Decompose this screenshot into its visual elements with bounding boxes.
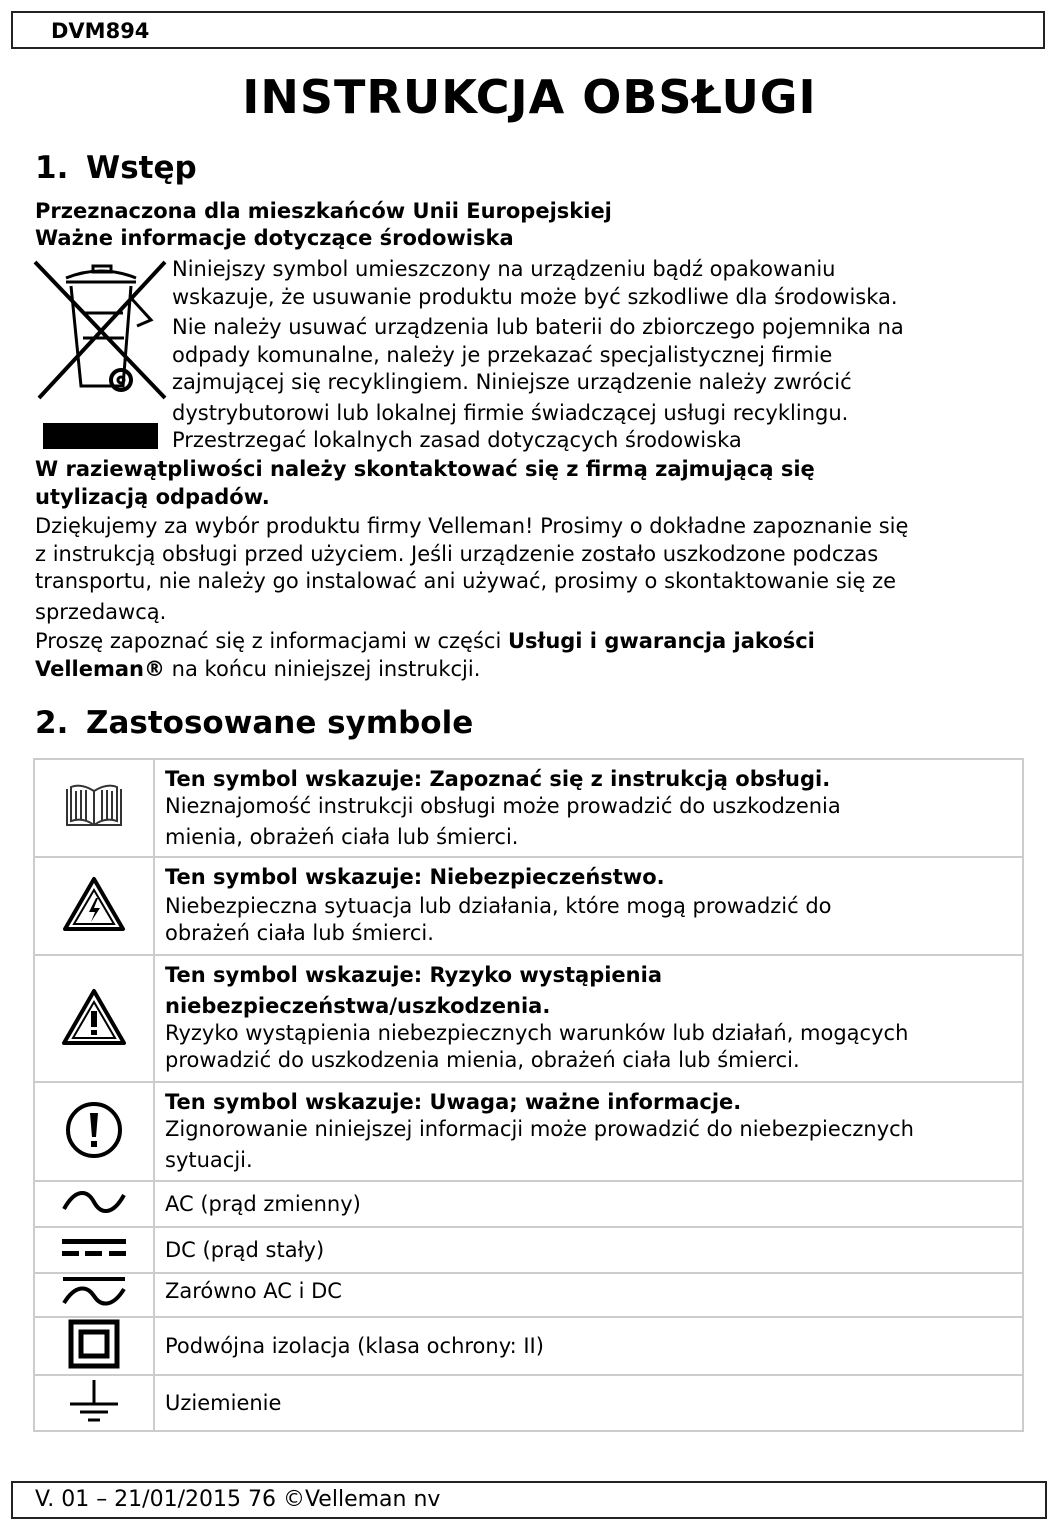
symbol-title: Ten symbol wskazuje: Zapoznać się z instrukcją obsługi.	[165, 767, 831, 791]
symbol-row	[34, 1273, 1023, 1317]
symbol-text-cell	[154, 1227, 1023, 1273]
symbol-row	[34, 1082, 1023, 1181]
note-line-2	[35, 655, 480, 683]
env-line-5: zajmującej się recyklingiem. Niniejsze urządzenie należy zwrócić	[172, 370, 852, 394]
symbol-desc-1: DC (prąd stały)	[165, 1237, 325, 1262]
footer-box	[11, 1481, 1047, 1519]
dc-icon	[60, 1235, 128, 1261]
eu-line-1: Przeznaczona dla mieszkańców Unii Europejskiej	[35, 199, 612, 223]
symbol-text-cell	[154, 759, 1023, 857]
symbol-desc-1: Uziemienie	[165, 1390, 282, 1415]
symbol-text-cell	[154, 1181, 1023, 1227]
ac-dc-icon	[61, 1275, 127, 1311]
symbol-title: Ten symbol wskazuje: Ryzyko wystąpienia	[165, 963, 662, 987]
symbol-icon-cell	[34, 955, 154, 1082]
weee-crossed-bin-icon	[33, 258, 168, 453]
symbol-icon-cell	[34, 1181, 154, 1227]
section1-number: 1.	[35, 150, 69, 186]
symbols-table	[33, 758, 1024, 1432]
symbol-icon-cell	[34, 1227, 154, 1273]
symbol-row	[34, 1317, 1023, 1375]
symbol-desc-2: mienia, obrażeń ciała lub śmierci.	[165, 825, 519, 849]
section2-heading	[35, 705, 473, 741]
symbol-title: Ten symbol wskazuje: Uwaga; ważne informacje.	[165, 1090, 742, 1114]
page-title: INSTRUKCJA OBSŁUGI	[242, 70, 817, 124]
symbol-text-cell	[154, 1317, 1023, 1375]
symbol-icon-cell	[34, 759, 154, 857]
env-line-2: wskazuje, że usuwanie produktu może być szkodliwe dla środowiska.	[172, 285, 898, 309]
section2-title: Zastosowane symbole	[86, 705, 474, 741]
ac-icon	[61, 1187, 127, 1217]
model-label: DVM894	[51, 19, 150, 43]
symbol-text-cell	[154, 1082, 1023, 1181]
symbol-desc-1: Podwójna izolacja (klasa ochrony: II)	[165, 1333, 544, 1358]
section2-number: 2.	[35, 705, 69, 741]
symbol-icon-cell	[34, 1317, 154, 1375]
note-link-bold: Usługi i gwarancja jakości	[507, 629, 815, 653]
env-line-3: Nie należy usuwać urządzenia lub baterii do zbiorczego pojemnika na	[172, 315, 904, 339]
thanks-line-2: z instrukcją obsługi przed użyciem. Jeśli urządzenie zostało uszkodzone podczas	[35, 542, 879, 566]
symbol-desc-2: prowadzić do uszkodzenia mienia, obrażeń ciała lub śmierci.	[165, 1048, 800, 1072]
symbol-desc-2: obrażeń ciała lub śmierci.	[165, 921, 434, 945]
symbol-icon-cell	[34, 1375, 154, 1431]
symbol-desc-1: Zignorowanie niniejszej informacji może prowadzić do niebezpiecznych	[165, 1117, 914, 1141]
thanks-line-3: transportu, nie należy go instalować ani używać, prosimy o skontaktowanie się ze	[35, 569, 897, 593]
symbol-title: Ten symbol wskazuje: Niebezpieczeństwo.	[165, 865, 665, 889]
note-line-1	[35, 627, 815, 655]
symbol-text-cell	[154, 857, 1023, 955]
symbol-text-cell	[154, 955, 1023, 1082]
book-icon	[63, 781, 125, 831]
note-suffix: na końcu niniejszej instrukcji.	[165, 657, 481, 681]
symbol-text-cell	[154, 1375, 1023, 1431]
symbol-icon-cell	[34, 857, 154, 955]
ground-icon	[66, 1378, 122, 1424]
symbol-desc-1: Zarówno AC i DC	[165, 1279, 342, 1303]
symbol-text-cell	[154, 1273, 1023, 1317]
eu-line-2: Ważne informacje dotyczące środowiska	[35, 226, 514, 250]
symbol-row	[34, 857, 1023, 955]
symbol-row	[34, 955, 1023, 1082]
env-line-7: Przestrzegać lokalnych zasad dotyczących środowiska	[172, 428, 742, 452]
section1-title: Wstęp	[86, 150, 197, 186]
symbol-desc-1: Nieznajomość instrukcji obsługi może prowadzić do uszkodzenia	[165, 794, 841, 818]
thanks-line-1: Dziękujemy za wybór produktu firmy Velleman! Prosimy o dokładne zapoznanie się	[35, 514, 909, 538]
env-line-4: odpady komunalne, należy je przekazać specjalistycznej firmie	[172, 343, 833, 367]
env-line-1: Niniejszy symbol umieszczony na urządzeniu bądź opakowaniu	[172, 257, 836, 281]
symbol-icon-cell	[34, 1273, 154, 1317]
caution-triangle-icon	[61, 988, 127, 1046]
note-brand-bold: Velleman®	[35, 657, 165, 681]
doubt-line-2: utylizacją odpadów.	[35, 485, 270, 509]
header-box	[11, 11, 1045, 49]
symbol-row	[34, 1181, 1023, 1227]
footer-text: V. 01 – 21/01/2015 76 ©Velleman nv	[35, 1487, 441, 1512]
exclamation-circle-icon	[64, 1100, 124, 1160]
doubt-line-1: W raziewątpliwości należy skontaktować się z firmą zajmującą się	[35, 457, 815, 481]
symbol-title-2: niebezpieczeństwa/uszkodzenia.	[165, 994, 551, 1018]
section1-heading	[35, 150, 197, 186]
symbol-icon-cell	[34, 1082, 154, 1181]
note-prefix: Proszę zapoznać się z informacjami w części	[35, 629, 508, 653]
symbol-desc-1: Niebezpieczna sytuacja lub działania, które mogą prowadzić do	[165, 894, 832, 918]
symbol-row	[34, 759, 1023, 857]
symbol-row	[34, 1227, 1023, 1273]
symbol-desc-2: sytuacji.	[165, 1148, 253, 1172]
thanks-line-4: sprzedawcą.	[35, 600, 167, 624]
double-insulation-icon	[68, 1319, 120, 1369]
high-voltage-warning-icon	[62, 876, 126, 932]
symbol-desc-1: Ryzyko wystąpienia niebezpiecznych warunków lub działań, mogących	[165, 1021, 909, 1045]
symbol-desc-1: AC (prąd zmienny)	[165, 1191, 361, 1216]
symbol-row	[34, 1375, 1023, 1431]
env-line-6: dystrybutorowi lub lokalnej firmie świadczącej usługi recyklingu.	[172, 401, 849, 425]
